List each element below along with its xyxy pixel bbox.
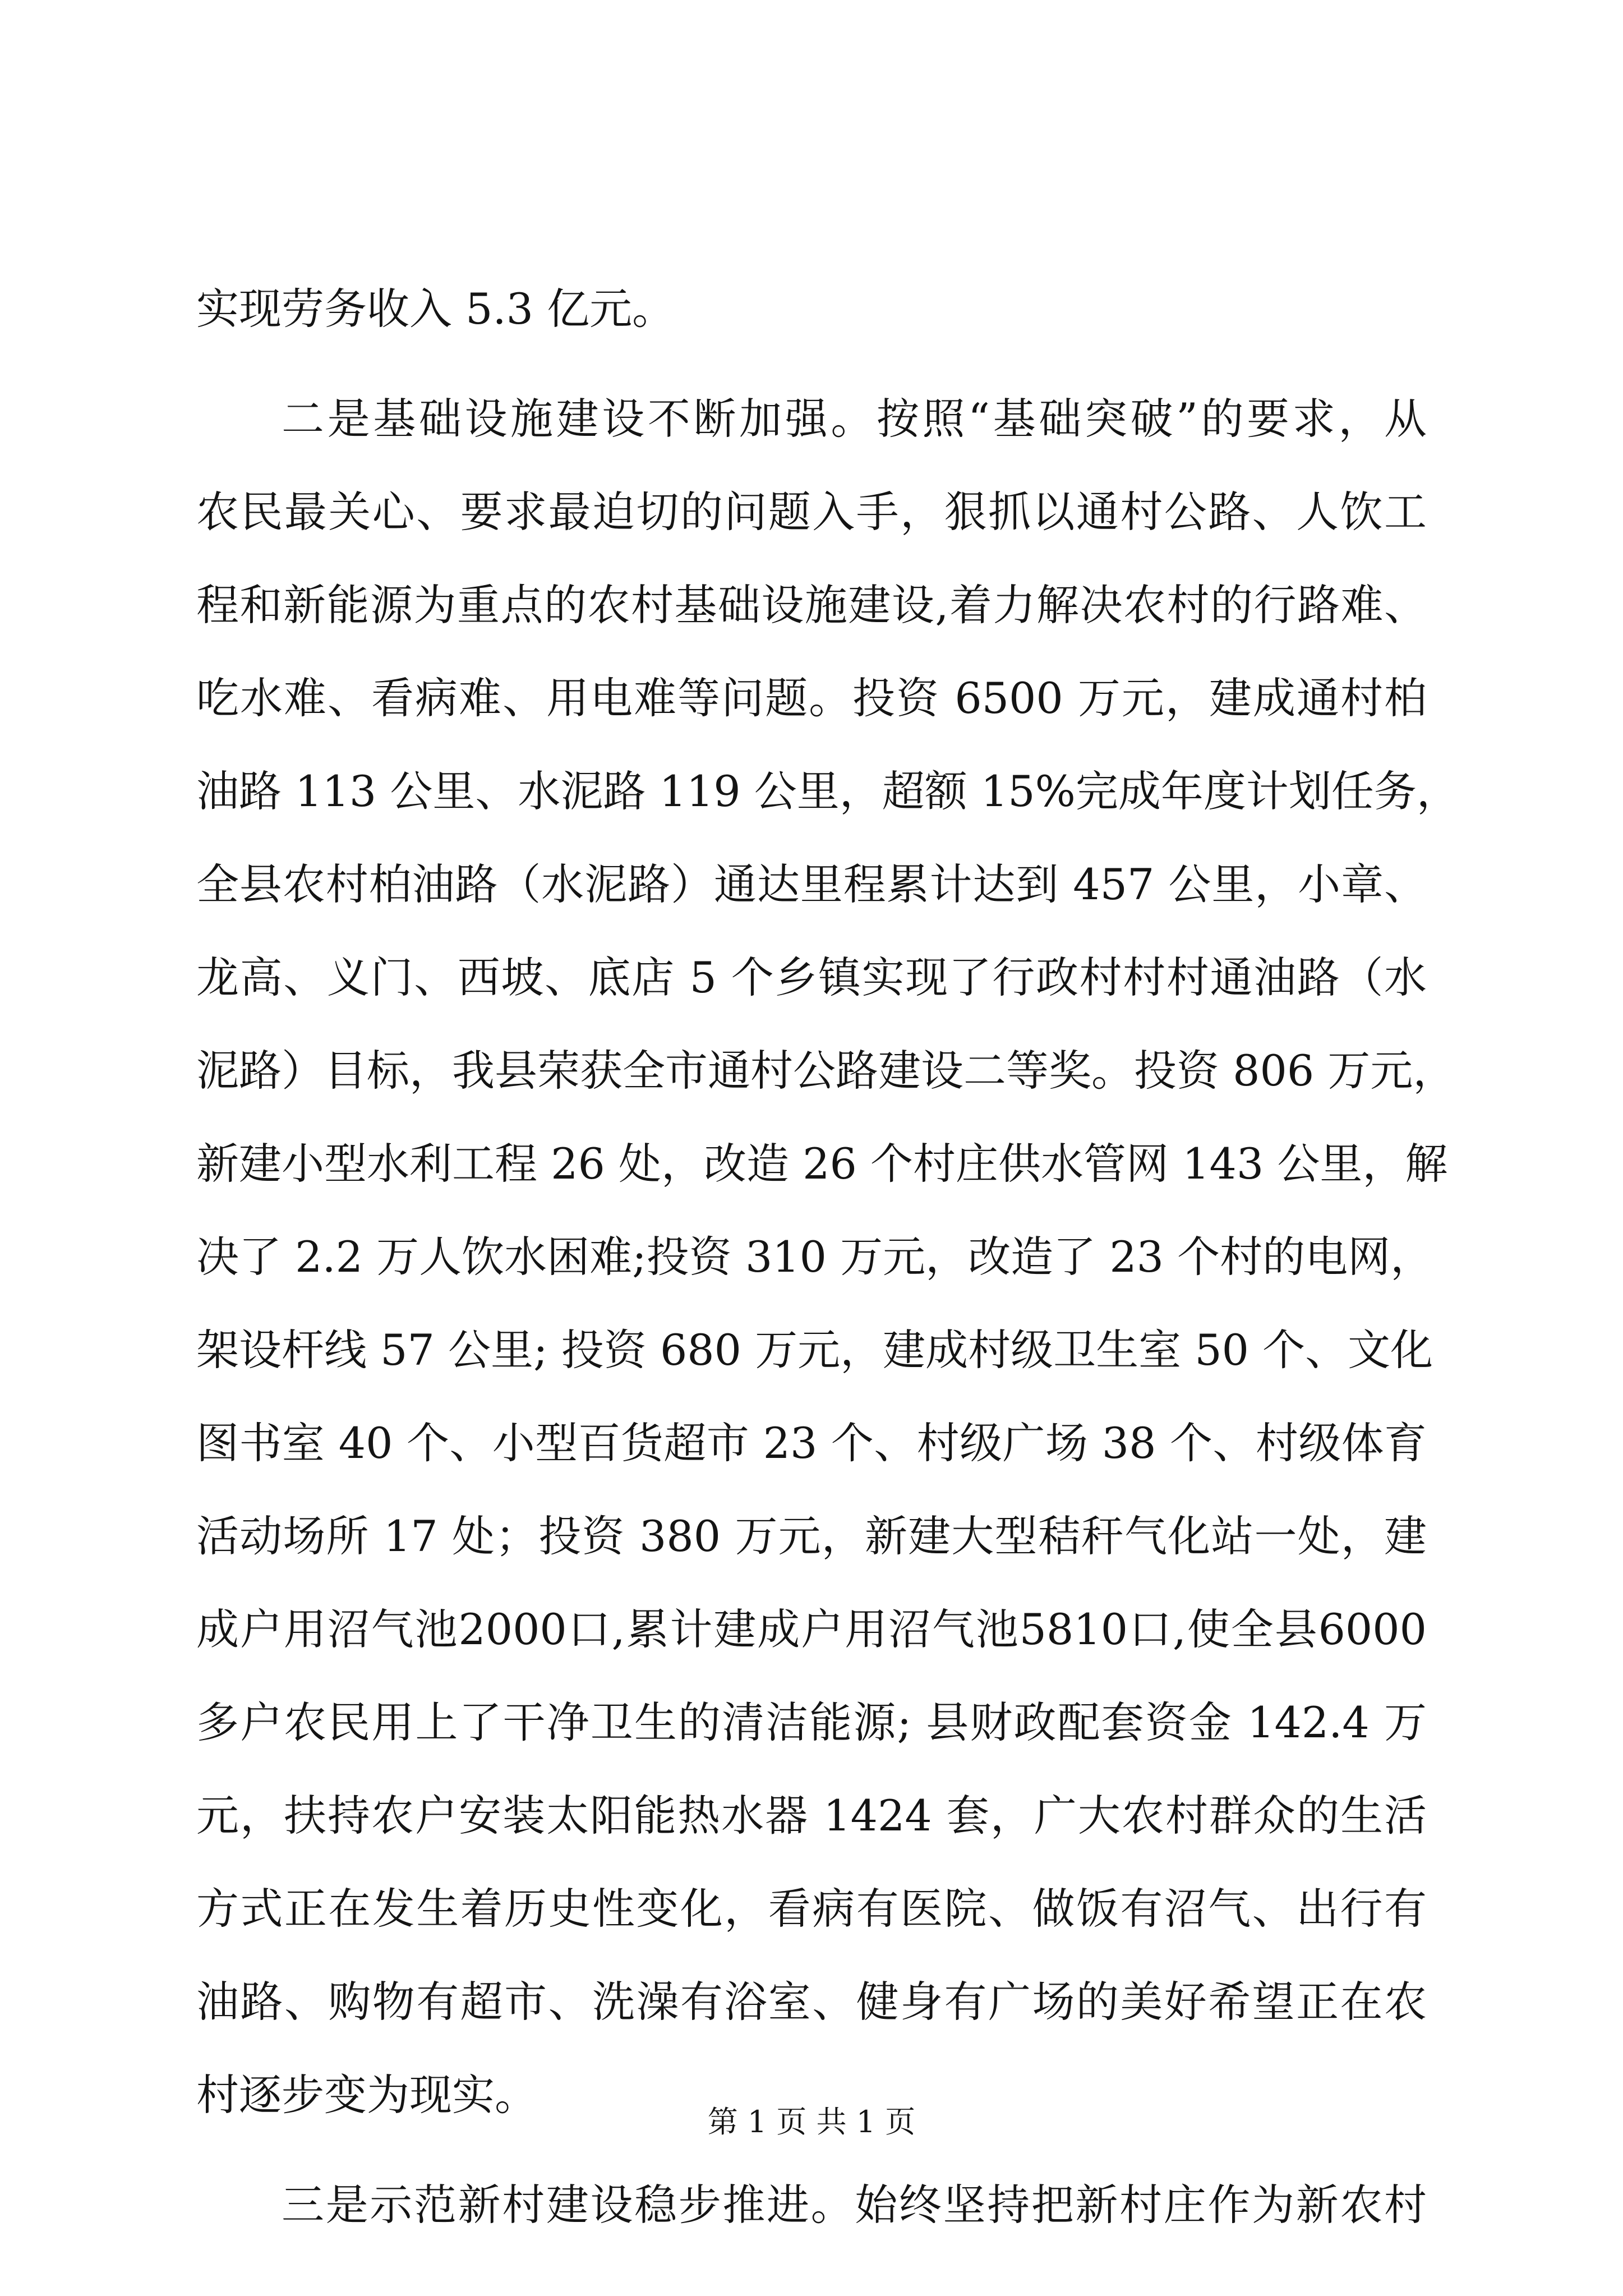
text-line: 元，扶持农户安装太阳能热水器 1424 套，广大农村群众的生活 bbox=[196, 1791, 1427, 1841]
text-line: 图书室 40 个、小型百货超市 23 个、村级广场 38 个、村级体育 bbox=[196, 1418, 1427, 1468]
text-line: 活动场所 17 处；投资 380 万元，新建大型秸秆气化站一处，建 bbox=[196, 1511, 1427, 1561]
page-footer: 第 1 页 共 1 页 bbox=[707, 2104, 916, 2139]
text-line: 方式正在发生着历史性变化，看病有医院、做饭有沼气、出行有 bbox=[196, 1884, 1427, 1934]
text-line: 实现劳务收入 5.3 亿元。 bbox=[196, 284, 675, 334]
paragraph-gap bbox=[196, 2142, 1427, 2159]
text-line: 村逐步变为现实。 bbox=[196, 2070, 537, 2120]
text-line: 油路 113 公里、水泥路 119 公里，超额 15%完成年度计划任务， bbox=[196, 766, 1459, 816]
text-line: 吃水难、看病难、用电难等问题。投资 6500 万元，建成通村柏 bbox=[196, 673, 1427, 723]
text-line: 架设杆线 57 公里; 投资 680 万元，建成村级卫生室 50 个、文化 bbox=[196, 1325, 1433, 1375]
text-line: 全县农村柏油路（水泥路）通达里程累计达到 457 公里，小章、 bbox=[196, 859, 1427, 909]
text-line: 农民最关心、要求最迫切的问题入手，狠抓以通村公路、人饮工 bbox=[196, 487, 1427, 537]
text-line: 二是基础设施建设不断加强。按照“基础突破”的要求，从 bbox=[282, 394, 1427, 444]
text-line: 成户用沼气池2000口,累计建成户用沼气池5810口,使全县6000 bbox=[196, 1604, 1427, 1654]
document-body bbox=[196, 263, 1459, 2252]
text-line: 多户农民用上了干净卫生的清洁能源; 县财政配套资金 142.4 万 bbox=[196, 1697, 1427, 1747]
text-line: 新建小型水利工程 26 处，改造 26 个村庄供水管网 143 公里，解 bbox=[196, 1139, 1448, 1189]
text-line: 泥路）目标，我县荣获全市通村公路建设二等奖。投资 806 万元， bbox=[196, 1046, 1456, 1096]
text-line: 油路、购物有超市、洗澡有浴室、健身有广场的美好希望正在农 bbox=[196, 1977, 1427, 2027]
text-line: 程和新能源为重点的农村基础设施建设,着力解决农村的行路难、 bbox=[196, 580, 1427, 630]
text-line: 决了 2.2 万人饮水困难;投资 310 万元，改造了 23 个村的电网， bbox=[196, 1232, 1433, 1282]
text-line: 三是示范新村建设稳步推进。始终坚持把新村庄作为新农村 bbox=[282, 2180, 1427, 2230]
paragraph-gap bbox=[196, 356, 1427, 372]
text-line: 龙高、义门、西坡、底店 5 个乡镇实现了行政村村村通油路（水 bbox=[196, 953, 1427, 1002]
